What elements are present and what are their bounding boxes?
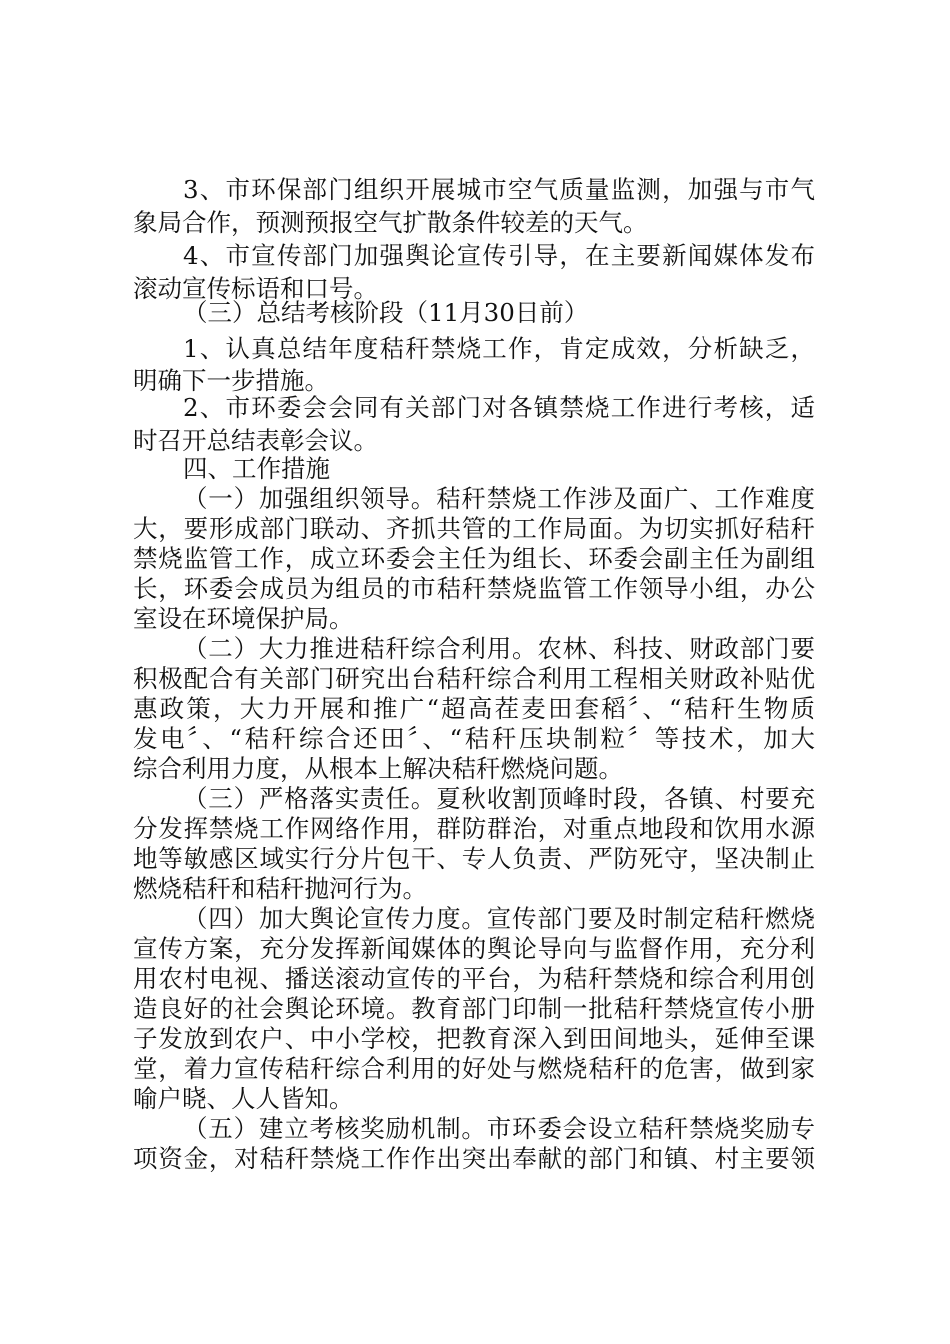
- text-line: 室设在环境保护局。: [133, 604, 354, 633]
- text-line: 时召开总结表彰会议。: [133, 426, 378, 455]
- text-line: 长，环委会成员为组员的市秸秆禁烧监管工作领导小组，办公: [133, 574, 815, 603]
- text-line: （一）加强组织领导。秸秆禁烧工作涉及面广、工作难度: [183, 484, 815, 513]
- text-line: 大，要形成部门联动、齐抓共管的工作局面。为切实抓好秸秆: [133, 514, 815, 543]
- text-line: 滚动宣传标语和口号。: [133, 274, 378, 303]
- text-line: 2、市环委会会同有关部门对各镇禁烧工作进行考核，适: [183, 393, 815, 422]
- text-line: 3、市环保部门组织开展城市空气质量监测，加强与市气: [183, 175, 815, 204]
- text-line: 分发挥禁烧工作网络作用，群防群治，对重点地段和饮用水源: [133, 814, 815, 843]
- text-line: 地等敏感区域实行分片包干、专人负责、严防死守，坚决制止: [133, 844, 815, 873]
- text-line: 1、认真总结年度秸秆禁烧工作，肯定成效，分析缺乏，: [183, 334, 815, 363]
- text-line: 用农村电视、播送滚动宣传的平台，为秸秆禁烧和综合利用创: [133, 964, 815, 993]
- text-line: 明确下一步措施。: [133, 366, 329, 395]
- text-line: 造良好的社会舆论环境。教育部门印制一批秸秆禁烧宣传小册: [133, 994, 815, 1023]
- section-heading: （三）总结考核阶段（11月30日前）: [183, 298, 589, 327]
- text-line: 4、市宣传部门加强舆论宣传引导，在主要新闻媒体发布: [183, 241, 815, 270]
- text-line: 象局合作，预测预报空气扩散条件较差的天气。: [133, 208, 648, 237]
- text-line: 子发放到农户、中小学校，把教育深入到田间地头，延伸至课: [133, 1024, 815, 1053]
- text-line: 喻户晓、人人皆知。: [133, 1084, 354, 1113]
- section-heading: 四、工作措施: [183, 454, 330, 483]
- text-line: （四）加大舆论宣传力度。宣传部门要及时制定秸秆燃烧: [183, 904, 815, 933]
- text-line: 积极配合有关部门研究出台秸秆综合利用工程相关财政补贴优: [133, 664, 815, 693]
- text-line: 发电〞、“秸秆综合还田〞、“秸秆压块制粒〞等技术，加大: [133, 724, 815, 753]
- text-line: 燃烧秸秆和秸秆抛河行为。: [133, 874, 427, 903]
- text-line: （二）大力推进秸秆综合利用。农林、科技、财政部门要: [183, 634, 815, 663]
- text-line: 堂，着力宣传秸秆综合利用的好处与燃烧秸秆的危害，做到家: [133, 1054, 815, 1083]
- text-line: （三）严格落实责任。夏秋收割顶峰时段，各镇、村要充: [183, 784, 815, 813]
- text-line: 禁烧监管工作，成立环委会主任为组长、环委会副主任为副组: [133, 544, 815, 573]
- text-line: （五）建立考核奖励机制。市环委会设立秸秆禁烧奖励专: [183, 1114, 815, 1143]
- text-line: 项资金，对秸秆禁烧工作作出突出奉献的部门和镇、村主要领: [133, 1144, 815, 1173]
- text-line: 综合利用力度，从根本上解决秸秆燃烧问题。: [133, 754, 623, 783]
- text-line: 宣传方案，充分发挥新闻媒体的舆论导向与监督作用，充分利: [133, 934, 815, 963]
- text-line: 惠政策，大力开展和推广“超高茬麦田套稻〞、“秸秆生物质: [133, 694, 815, 723]
